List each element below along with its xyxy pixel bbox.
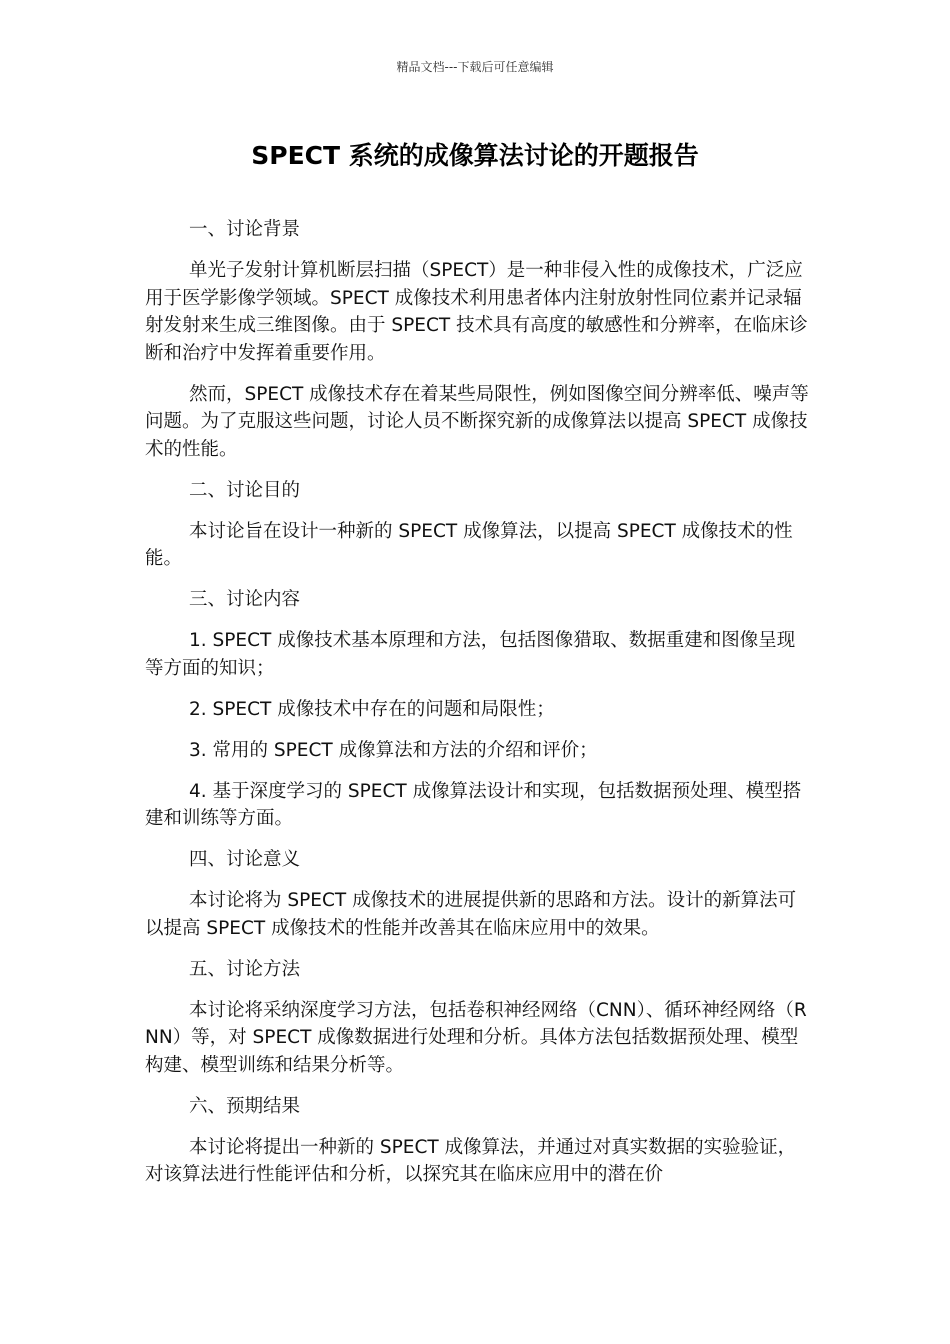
section-heading-background: 一、讨论背景	[189, 219, 301, 240]
list-item: 1. SPECT 成像技术基本原理和方法，包括图像猎取、数据重建和图像呈现等方面的知识；	[145, 630, 796, 679]
paragraph: 本讨论将提出一种新的 SPECT 成像算法，并通过对真实数据的实验验证，对该算法进行性能评估和分析，以探究其在临床应用中的潜在价	[145, 1136, 797, 1185]
list-item: 4. 基于深度学习的 SPECT 成像算法设计和实现，包括数据预处理、模型搭建和训练等方面。	[145, 780, 802, 829]
document-title: SPECT 系统的成像算法讨论的开题报告	[251, 141, 699, 170]
section-heading-method: 五、讨论方法	[189, 958, 301, 980]
section-heading-content: 三、讨论内容	[189, 589, 301, 610]
section-heading-significance: 四、讨论意义	[189, 849, 301, 870]
list-item: 2. SPECT 成像技术中存在的问题和局限性；	[189, 698, 555, 720]
paragraph: 本讨论将为 SPECT 成像技术的进展提供新的思路和方法。设计的新算法可以提高 SPECT 成像技术的性能并改善其在临床应用中的效果。	[145, 890, 797, 939]
header-note: 精品文档---下载后可任意编辑	[396, 60, 554, 74]
document-body	[145, 216, 810, 1202]
paragraph: 然而，SPECT 成像技术存在着某些局限性，例如图像空间分辨率低、噪声等问题。为了克服这些问题，讨论人员不断探究新的成像算法以提高 SPECT 成像技术的性能。	[145, 383, 809, 460]
list-item: 3. 常用的 SPECT 成像算法和方法的介绍和评价；	[189, 739, 598, 761]
section-heading-expected: 六、预期结果	[189, 1095, 301, 1117]
paragraph: 本讨论旨在设计一种新的 SPECT 成像算法，以提高 SPECT 成像技术的性能。	[145, 520, 793, 569]
section-heading-purpose: 二、讨论目的	[189, 479, 301, 501]
paragraph: 本讨论将采纳深度学习方法，包括卷积神经网络（CNN）、循环神经网络（RNN）等，对 SPECT 成像数据进行处理和分析。具体方法包括数据预处理、模型构建、模型训练和结果分析等。	[145, 999, 807, 1076]
paragraph: 单光子发射计算机断层扫描（SPECT）是一种非侵入性的成像技术，广泛应用于医学影像学领域。SPECT 成像技术利用患者体内注射放射性同位素并记录辐射发射来生成三维图像。由于 SPECT 技术具有高度的敏感性和分辨率，在临床诊断和治疗中发挥着重要作用。	[145, 260, 808, 364]
